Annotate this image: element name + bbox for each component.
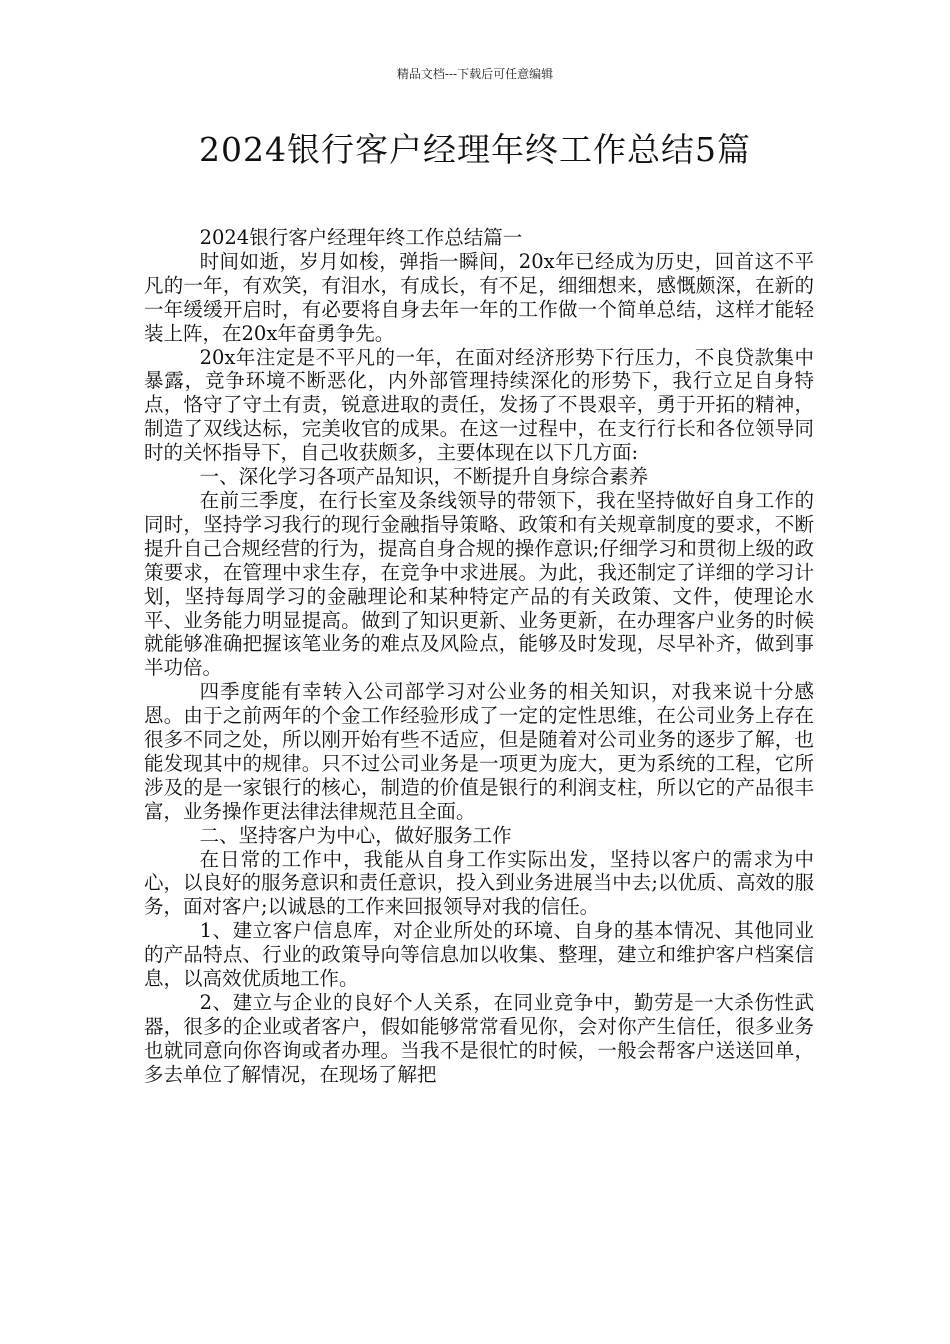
list-paragraph: 1、建立客户信息库，对企业所处的环境、自身的基本情况、其他同业的产品特点、行业的政策导向等信息加以收集、整理，建立和维护客户档案信息，以高效优质地工作。 <box>144 919 814 991</box>
header-note: 精品文档---下载后可任意编辑 <box>396 67 554 81</box>
body-paragraph: 在日常的工作中，我能从自身工作实际出发，坚持以客户的需求为中心，以良好的服务意识和责任意识，投入到业务进展当中去;以优质、高效的服务，面对客户;以诚恳的工作来回报领导对我的信任。 <box>144 847 814 919</box>
section-heading-part-one: 2024银行客户经理年终工作总结篇一 <box>199 226 523 249</box>
list-paragraph: 2、建立与企业的良好个人关系，在同业竞争中，勤劳是一大杀伤性武器，很多的企业或者客户，假如能够常常看见你，会对你产生信任，很多业务也就同意向你咨询或者办理。当我不是很忙的时候，一般会帮客户送送回单，多去单位了解情况，在现场了解把 <box>144 991 814 1086</box>
body-paragraph: 在前三季度，在行长室及条线领导的带领下，我在坚持做好自身工作的同时，坚持学习我行的现行金融指导策略、政策和有关规章制度的要求，不断提升自己合规经营的行为，提高自身合规的操作意识;仔细学习和贯彻上级的政策要求，在管理中求生存，在竞争中求进展。为此，我还制定了详细的学习计划，坚持每周学习的金融理论和某种特定产品的有关政策、文件，使理论水平、业务能力明显提高。做到了知识更新、业务更新，在办理客户业务的时候就能够准确把握该笔业务的难点及风险点，能够及时发现，尽早补齐，做到事半功倍。 <box>144 488 814 680</box>
section-heading: 二、坚持客户为中心，做好服务工作 <box>199 823 512 847</box>
section-heading: 一、深化学习各项产品知识，不断提升自身综合素养 <box>199 465 649 489</box>
document-body <box>144 226 814 1087</box>
document-title: 2024银行客户经理年终工作总结5篇 <box>199 130 751 169</box>
body-paragraph: 20x年注定是不平凡的一年，在面对经济形势下行压力，不良贷款集中暴露，竞争环境不断恶化，内外部管理持续深化的形势下，我行立足自身特点，恪守了守土有责，锐意进取的责任，发扬了不畏艰辛，勇于开拓的精神，制造了双线达标，完美收官的成果。在这一过程中，在支行行长和各位领导同时的关怀指导下，自己收获颇多，主要体现在以下几方面: <box>144 345 814 465</box>
body-paragraph: 时间如逝，岁月如梭，弹指一瞬间，20x年已经成为历史，回首这不平凡的一年，有欢笑，有泪水，有成长，有不足，细细想来，感慨颇深，在新的一年缓缓开启时，有必要将自身去年一年的工作做一个简单总结，这样才能轻装上阵，在20x年奋勇争先。 <box>144 249 814 345</box>
body-paragraph: 四季度能有幸转入公司部学习对公业务的相关知识，对我来说十分感恩。由于之前两年的个金工作经验形成了一定的定性思维，在公司业务上存在很多不同之处，所以刚开始有些不适应，但是随着对公司业务的逐步了解，也能发现其中的规律。只不过公司业务是一项更为庞大，更为系统的工程，它所涉及的是一家银行的核心，制造的价值是银行的利润支柱，所以它的产品很丰富，业务操作更法律法律规范且全面。 <box>144 680 814 823</box>
